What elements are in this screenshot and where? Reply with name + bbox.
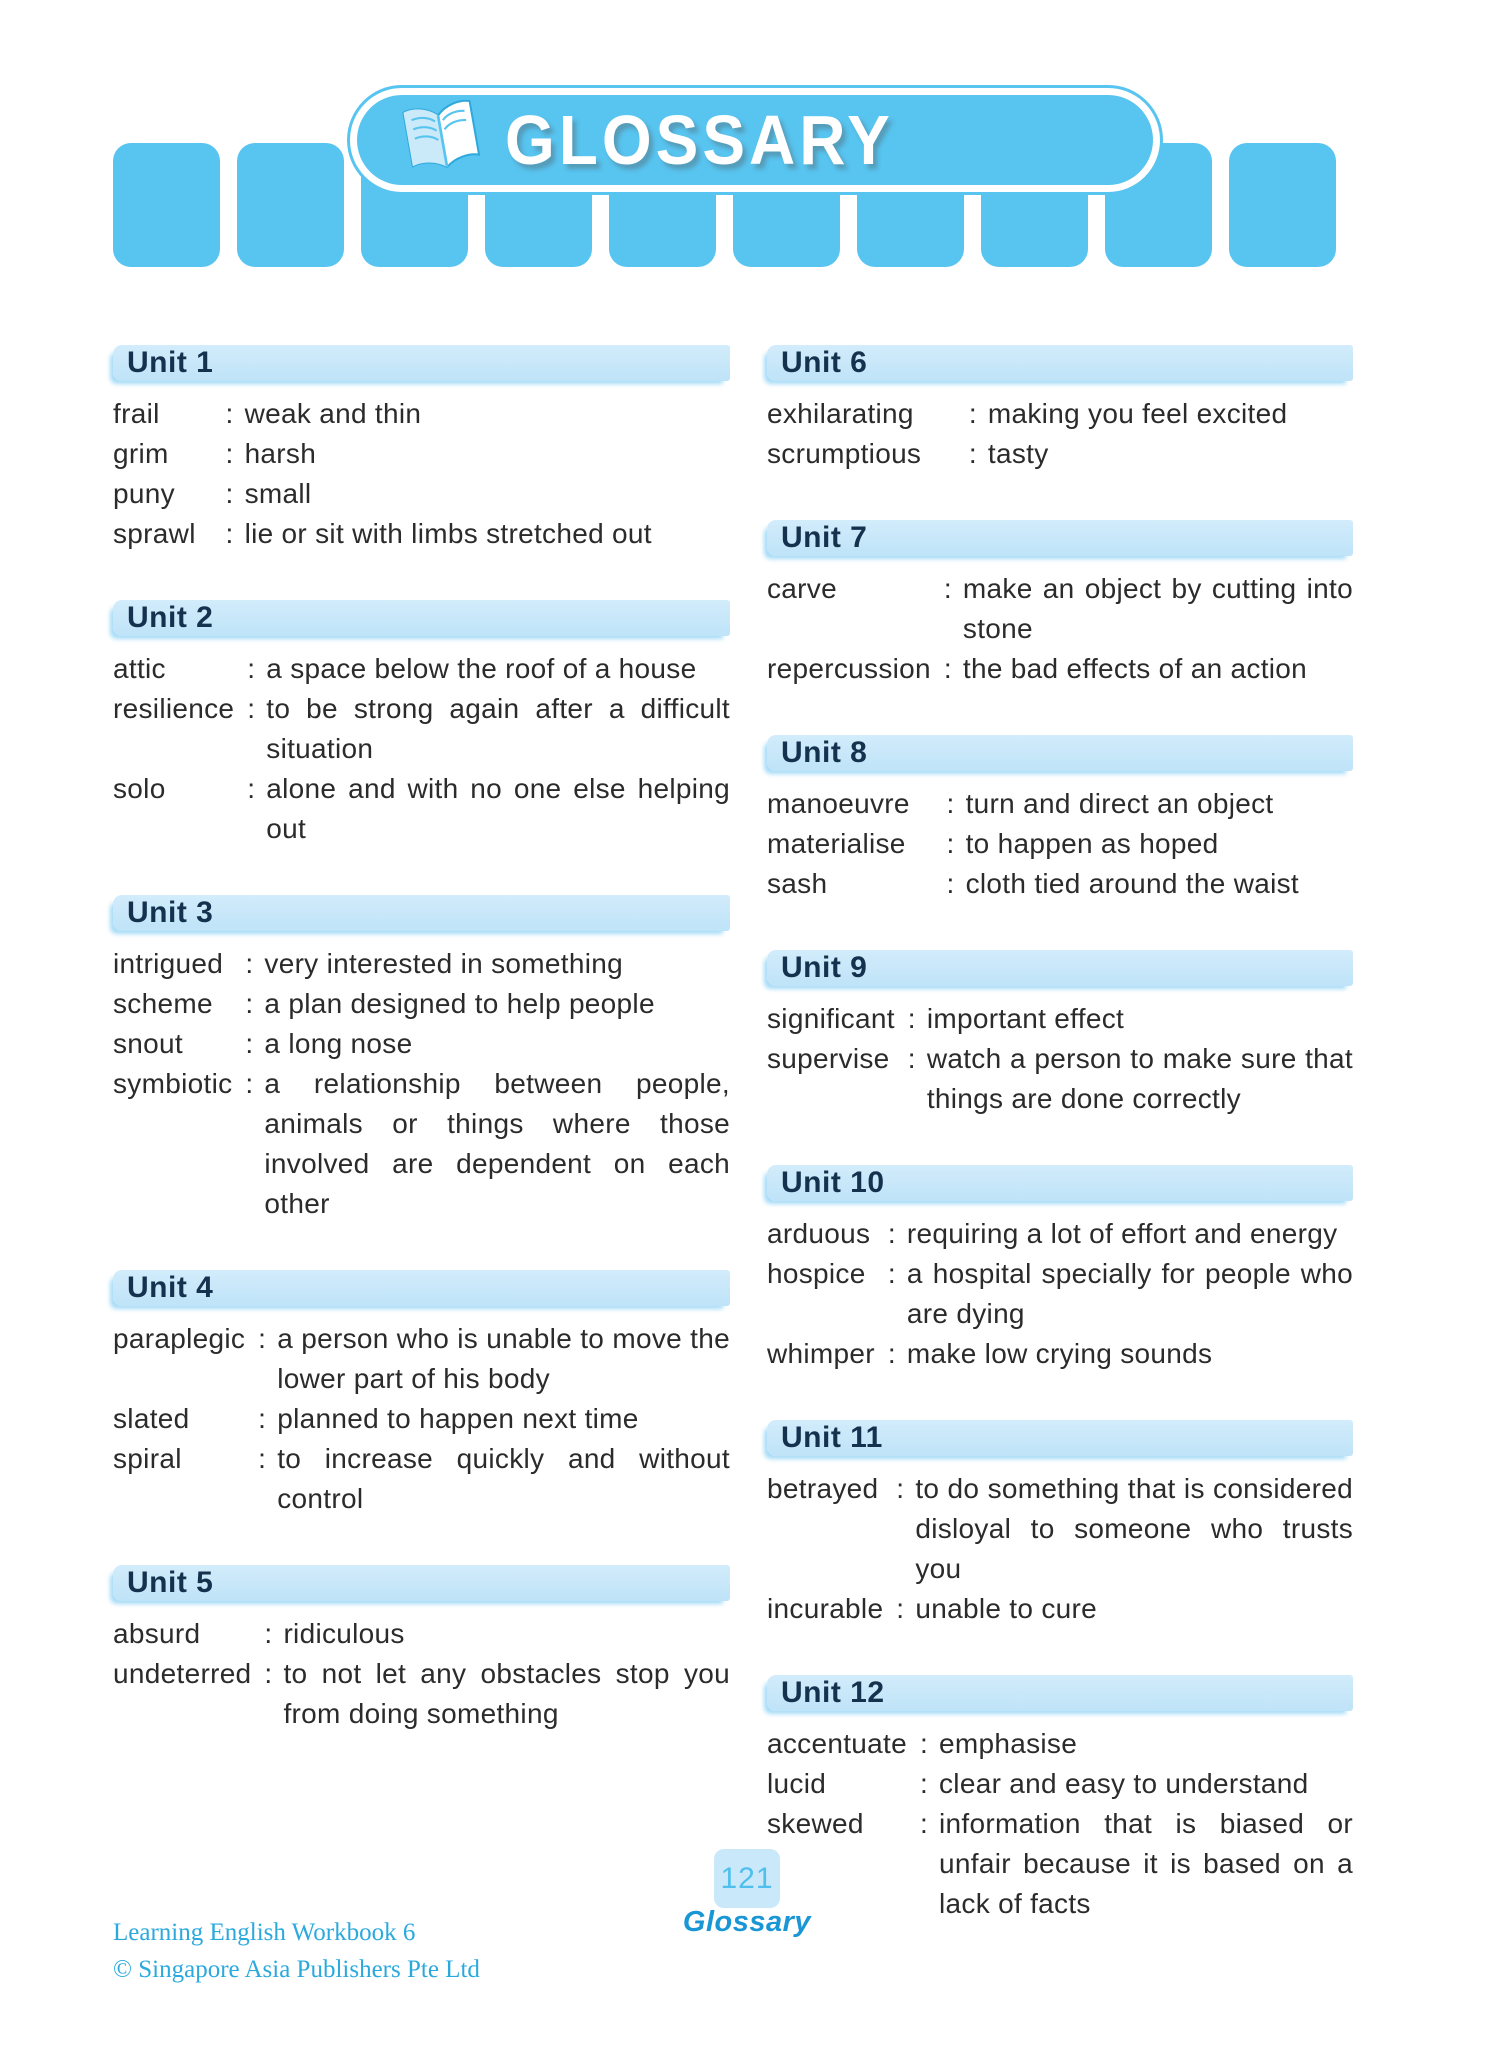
colon-separator: : — [946, 828, 955, 859]
colon-separator: : — [247, 653, 256, 684]
glossary-term: solo — [113, 773, 166, 804]
book-title: Learning English Workbook 6 — [113, 1919, 416, 1946]
unit-entries — [113, 944, 730, 1224]
glossary-entry — [767, 1469, 1353, 1589]
colon-separator: : — [946, 788, 955, 819]
glossary-term: spiral — [113, 1443, 182, 1474]
glossary-definition: to happen as hoped — [965, 828, 1219, 859]
unit-entries — [113, 1614, 730, 1734]
glossary-term: accentuate — [767, 1728, 907, 1759]
glossary-term: skewed — [767, 1808, 864, 1839]
glossary-entry — [767, 1589, 1353, 1629]
unit-header-bar — [767, 1165, 1353, 1201]
glossary-entry — [113, 1024, 730, 1064]
glossary-term: symbiotic — [113, 1068, 233, 1099]
colon-separator: : — [247, 693, 256, 724]
glossary-term: supervise — [767, 1043, 890, 1074]
glossary-definition: very interested in something — [264, 948, 623, 979]
colon-separator: : — [919, 1768, 929, 1799]
unit-label: Unit 2 — [127, 601, 214, 634]
glossary-entry — [113, 1319, 730, 1399]
colon-separator: : — [946, 868, 955, 899]
unit-block — [767, 950, 1353, 1119]
glossary-entry — [113, 1399, 730, 1439]
glossary-definition: tasty — [987, 438, 1049, 469]
glossary-definition: emphasise — [939, 1728, 1078, 1759]
unit-label: Unit 7 — [781, 521, 868, 554]
colon-separator: : — [919, 1728, 929, 1759]
glossary-term: repercussion — [767, 653, 931, 684]
unit-block — [767, 345, 1353, 474]
glossary-column-right — [767, 345, 1353, 1970]
colon-separator: : — [225, 518, 234, 549]
glossary-definition: clear and easy to understand — [939, 1768, 1309, 1799]
page-number-badge — [714, 1849, 780, 1908]
copyright-line: © Singapore Asia Publishers Pte Ltd — [113, 1956, 480, 1983]
header-tab — [237, 143, 344, 267]
unit-header-bar — [767, 1675, 1353, 1711]
colon-separator: : — [258, 1403, 267, 1434]
colon-separator: : — [245, 1068, 254, 1099]
glossary-entry — [113, 1439, 730, 1519]
glossary-term: paraplegic — [113, 1323, 246, 1354]
page-number: 121 — [720, 1861, 774, 1895]
unit-header-bar — [767, 735, 1353, 771]
colon-separator: : — [264, 1658, 273, 1689]
glossary-definition: requiring a lot of effort and energy — [906, 1218, 1338, 1249]
glossary-definition: making you feel excited — [987, 398, 1288, 429]
colon-separator: : — [896, 1473, 905, 1504]
unit-entries — [767, 784, 1353, 904]
glossary-term: materialise — [767, 828, 906, 859]
colon-separator: : — [919, 1808, 929, 1839]
unit-label: Unit 8 — [781, 736, 868, 769]
glossary-term: resilience — [113, 693, 235, 724]
colon-separator: : — [225, 478, 234, 509]
glossary-term: exhilarating — [767, 398, 914, 429]
glossary-definition: a long nose — [264, 1028, 413, 1059]
glossary-banner — [350, 88, 1160, 192]
glossary-term: scheme — [113, 988, 213, 1019]
unit-header-bar — [767, 520, 1353, 556]
colon-separator: : — [968, 438, 977, 469]
unit-label: Unit 12 — [781, 1676, 885, 1709]
colon-separator: : — [887, 1258, 896, 1289]
glossary-entry — [767, 1764, 1353, 1804]
unit-block — [767, 1165, 1353, 1374]
colon-separator: : — [968, 398, 977, 429]
unit-entries — [767, 1724, 1353, 1924]
glossary-entry — [767, 1724, 1353, 1764]
glossary-entry — [767, 394, 1353, 434]
unit-block — [767, 1420, 1353, 1629]
glossary-term: snout — [113, 1028, 183, 1059]
colon-separator: : — [245, 1028, 254, 1059]
glossary-definition: harsh — [244, 438, 317, 469]
unit-label: Unit 5 — [127, 1566, 214, 1599]
glossary-term: significant — [767, 1003, 895, 1034]
imprint — [113, 1914, 480, 1988]
glossary-definition: lie or sit with limbs stretched out — [244, 518, 652, 549]
unit-header-bar — [113, 1270, 730, 1306]
unit-label: Unit 6 — [781, 346, 868, 379]
glossary-term: grim — [113, 438, 169, 469]
colon-separator: : — [264, 1618, 273, 1649]
glossary-term: frail — [113, 398, 160, 429]
unit-block — [113, 1270, 730, 1519]
glossary-definition: information that is biased or unfair because it is based on a lack of facts — [939, 1808, 1353, 1919]
glossary-term: intrigued — [113, 948, 224, 979]
glossary-entry — [767, 1039, 1353, 1119]
glossary-entry — [113, 769, 730, 849]
glossary-definition: watch a person to make sure that things are done correctly — [926, 1043, 1353, 1114]
unit-block — [113, 600, 730, 849]
unit-block — [767, 735, 1353, 904]
glossary-term: manoeuvre — [767, 788, 910, 819]
glossary-definition: turn and direct an object — [965, 788, 1274, 819]
unit-block — [113, 345, 730, 554]
unit-entries — [767, 999, 1353, 1119]
unit-label: Unit 1 — [127, 346, 214, 379]
glossary-column-left — [113, 345, 730, 1780]
glossary-entry — [767, 824, 1353, 864]
glossary-entry — [767, 784, 1353, 824]
colon-separator: : — [225, 398, 234, 429]
glossary-entry — [113, 689, 730, 769]
glossary-entry — [767, 1254, 1353, 1334]
glossary-definition: make an object by cutting into stone — [962, 573, 1353, 644]
glossary-entry — [113, 984, 730, 1024]
colon-separator: : — [247, 773, 256, 804]
unit-header-bar — [767, 950, 1353, 986]
colon-separator: : — [943, 653, 952, 684]
glossary-term: puny — [113, 478, 175, 509]
glossary-definition: important effect — [926, 1003, 1125, 1034]
glossary-definition: make low crying sounds — [906, 1338, 1213, 1369]
glossary-definition: a person who is unable to move the lower part of his body — [277, 1323, 730, 1394]
header-tab — [1229, 143, 1336, 267]
glossary-term: incurable — [767, 1593, 884, 1624]
unit-block — [767, 1675, 1353, 1924]
unit-label: Unit 3 — [127, 896, 214, 929]
glossary-definition: a space below the roof of a house — [266, 653, 697, 684]
glossary-entry — [113, 434, 730, 474]
glossary-entry — [113, 394, 730, 434]
glossary-definition: a relationship between people, animals or things where those involved are dependent on each other — [264, 1068, 730, 1219]
unit-entries — [113, 1319, 730, 1519]
glossary-entry — [113, 1654, 730, 1734]
colon-separator: : — [245, 948, 254, 979]
unit-label: Unit 10 — [781, 1166, 885, 1199]
unit-label: Unit 4 — [127, 1271, 214, 1304]
unit-entries — [113, 649, 730, 849]
glossary-definition: cloth tied around the waist — [965, 868, 1300, 899]
unit-block — [113, 1565, 730, 1734]
glossary-term: scrumptious — [767, 438, 922, 469]
unit-entries — [767, 394, 1353, 474]
glossary-term: sash — [767, 868, 828, 899]
colon-separator: : — [907, 1043, 916, 1074]
colon-separator: : — [896, 1593, 905, 1624]
glossary-term: lucid — [767, 1768, 827, 1799]
unit-entries — [767, 569, 1353, 689]
colon-separator: : — [887, 1338, 896, 1369]
open-book-icon — [399, 95, 485, 186]
unit-header-bar — [767, 345, 1353, 381]
glossary-term: slated — [113, 1403, 190, 1434]
unit-block — [767, 520, 1353, 689]
unit-header-bar — [767, 1420, 1353, 1456]
glossary-entry — [767, 1214, 1353, 1254]
glossary-definition: the bad effects of an action — [962, 653, 1308, 684]
glossary-definition: a hospital specially for people who are dying — [906, 1258, 1353, 1329]
glossary-definition: weak and thin — [244, 398, 422, 429]
unit-header-bar — [113, 345, 730, 381]
glossary-entry — [767, 1804, 1353, 1924]
colon-separator: : — [887, 1218, 896, 1249]
glossary-entry — [113, 1064, 730, 1224]
colon-separator: : — [907, 1003, 916, 1034]
glossary-term: hospice — [767, 1258, 866, 1289]
glossary-entry — [767, 864, 1353, 904]
colon-separator: : — [943, 573, 952, 604]
glossary-definition: alone and with no one else helping out — [266, 773, 730, 844]
colon-separator: : — [258, 1443, 267, 1474]
glossary-entry — [113, 944, 730, 984]
glossary-term: whimper — [767, 1338, 875, 1369]
unit-header-bar — [113, 895, 730, 931]
glossary-entry — [113, 1614, 730, 1654]
unit-header-bar — [113, 1565, 730, 1601]
unit-label: Unit 9 — [781, 951, 868, 984]
glossary-term: carve — [767, 573, 837, 604]
glossary-definition: a plan designed to help people — [264, 988, 655, 1019]
glossary-definition: to not let any obstacles stop you from doing something — [283, 1658, 730, 1729]
glossary-entry — [767, 434, 1353, 474]
colon-separator: : — [245, 988, 254, 1019]
glossary-term: sprawl — [113, 518, 196, 549]
unit-entries — [767, 1469, 1353, 1629]
unit-label: Unit 11 — [781, 1421, 883, 1454]
unit-block — [113, 895, 730, 1224]
glossary-term: betrayed — [767, 1473, 879, 1504]
glossary-definition: small — [244, 478, 312, 509]
section-label: Glossary — [682, 1906, 812, 1938]
unit-entries — [113, 394, 730, 554]
colon-separator: : — [225, 438, 234, 469]
glossary-entry — [767, 569, 1353, 649]
glossary-entry — [767, 1334, 1353, 1374]
glossary-term: attic — [113, 653, 166, 684]
glossary-entry — [767, 999, 1353, 1039]
glossary-entry — [113, 474, 730, 514]
glossary-definition: ridiculous — [283, 1618, 405, 1649]
glossary-entry — [767, 649, 1353, 689]
colon-separator: : — [258, 1323, 267, 1354]
glossary-entry — [113, 514, 730, 554]
glossary-definition: to do something that is considered disloyal to someone who trusts you — [915, 1473, 1353, 1584]
glossary-definition: unable to cure — [915, 1593, 1097, 1624]
header-tab — [113, 143, 220, 267]
glossary-term: arduous — [767, 1218, 871, 1249]
glossary-term: absurd — [113, 1618, 201, 1649]
unit-header-bar — [113, 600, 730, 636]
glossary-definition: to increase quickly and without control — [277, 1443, 730, 1514]
glossary-term: undeterred — [113, 1658, 252, 1689]
glossary-definition: to be strong again after a difficult situation — [266, 693, 730, 764]
glossary-definition: planned to happen next time — [277, 1403, 639, 1434]
unit-entries — [767, 1214, 1353, 1374]
page-title: GLOSSARY — [505, 101, 894, 179]
glossary-entry — [113, 649, 730, 689]
